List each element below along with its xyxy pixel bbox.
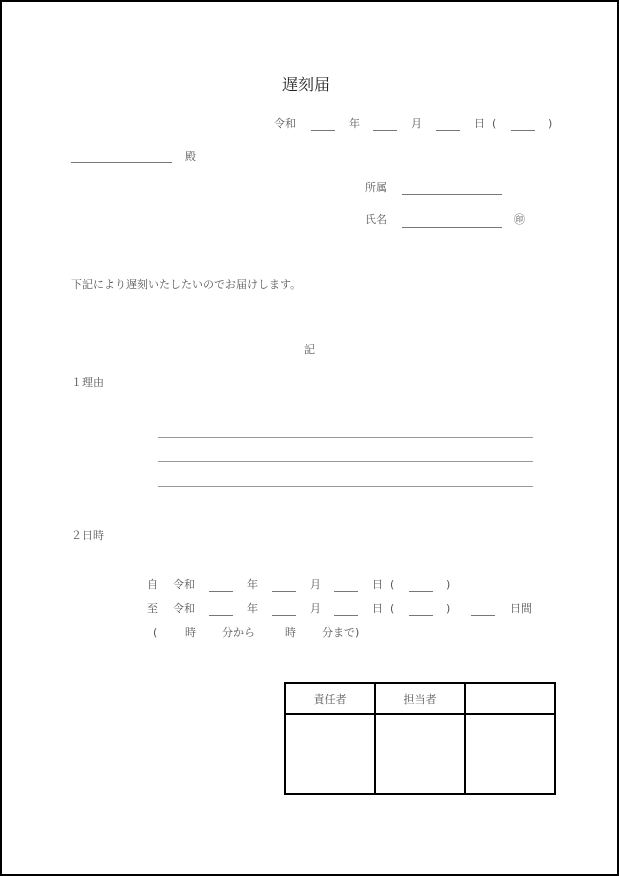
date-open-paren: ( (492, 117, 497, 130)
approval-header-responsible: 責任者 (285, 683, 375, 714)
datetime-label: ２日時 (71, 529, 104, 542)
from-label: 自 (147, 578, 158, 591)
approval-header-row (285, 683, 555, 714)
seal-icon: ㊞ (514, 213, 525, 226)
date-month-blank[interactable] (373, 130, 397, 131)
date-year-label: 年 (349, 117, 360, 130)
from-month-blank[interactable] (272, 591, 296, 592)
date-close-paren: ) (548, 117, 553, 130)
body-text: 下記により遅刻いたしたいのでお届けします。 (71, 278, 302, 291)
ki-heading: 記 (304, 343, 315, 356)
approval-header-blank (465, 683, 555, 714)
document-title: 遅刻届 (282, 75, 331, 94)
to-year-label: 年 (247, 602, 258, 615)
from-year-blank[interactable] (209, 591, 233, 592)
recipient-suffix: 殿 (185, 150, 196, 163)
to-close-paren: ) (446, 602, 451, 615)
from-day-label: 日 (372, 578, 383, 591)
to-day-blank[interactable] (334, 615, 358, 616)
start-minute-label: 分から (222, 626, 255, 639)
department-blank[interactable] (402, 194, 502, 195)
to-month-label: 月 (310, 602, 321, 615)
approval-stamp-blank[interactable] (465, 714, 555, 794)
date-month-label: 月 (411, 117, 422, 130)
from-era-label: 令和 (173, 578, 195, 591)
approval-header-staff: 担当者 (375, 683, 465, 714)
days-label: 日間 (510, 602, 532, 615)
time-open-paren: ( (153, 626, 158, 639)
to-year-blank[interactable] (209, 615, 233, 616)
name-blank[interactable] (402, 227, 502, 228)
to-day-label: 日 (372, 602, 383, 615)
duration-days-blank[interactable] (471, 615, 495, 616)
date-day-label: 日 (474, 117, 485, 130)
reason-label: １理由 (71, 376, 104, 389)
start-hour-label: 時 (185, 626, 196, 639)
name-label: 氏名 (365, 213, 387, 226)
end-hour-label: 時 (285, 626, 296, 639)
date-year-blank[interactable] (311, 130, 335, 131)
end-minute-label: 分まで) (322, 626, 360, 639)
from-close-paren: ) (446, 578, 451, 591)
reason-line-1[interactable] (158, 437, 533, 438)
approval-table (284, 682, 556, 795)
to-weekday-blank[interactable] (409, 615, 433, 616)
reason-line-3[interactable] (158, 486, 533, 487)
approval-stamp-responsible[interactable] (285, 714, 375, 794)
from-day-blank[interactable] (334, 591, 358, 592)
to-era-label: 令和 (173, 602, 195, 615)
to-label: 至 (147, 602, 158, 615)
from-open-paren: ( (390, 578, 395, 591)
reason-line-2[interactable] (158, 461, 533, 462)
date-day-blank[interactable] (436, 130, 460, 131)
to-month-blank[interactable] (272, 615, 296, 616)
from-month-label: 月 (310, 578, 321, 591)
department-label: 所属 (365, 181, 387, 194)
from-year-label: 年 (247, 578, 258, 591)
date-weekday-blank[interactable] (511, 130, 535, 131)
date-era-label: 令和 (274, 117, 296, 130)
approval-stamp-staff[interactable] (375, 714, 465, 794)
from-weekday-blank[interactable] (409, 591, 433, 592)
to-open-paren: ( (390, 602, 395, 615)
approval-stamp-row (285, 714, 555, 794)
recipient-blank[interactable] (71, 162, 172, 163)
